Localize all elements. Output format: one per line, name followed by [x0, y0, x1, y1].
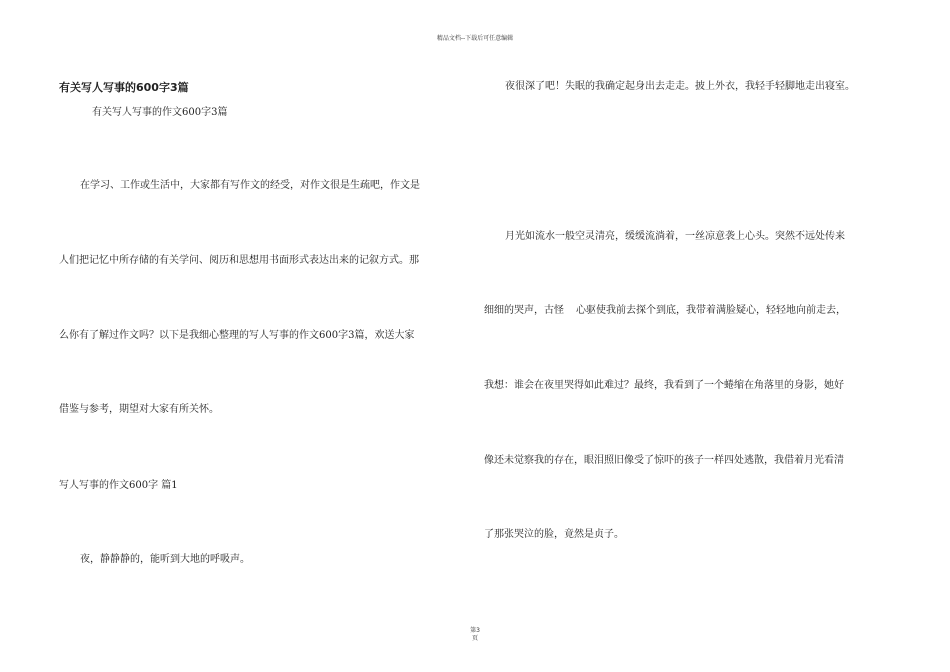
document-title: 有关写人写事的600字3篇	[59, 81, 189, 94]
document-subtitle: 有关写人写事的作文600字3篇	[92, 107, 228, 118]
text-fragment: 心驱使我前去探个到底，我带着满脸疑心，轻轻地向前走去，	[576, 305, 846, 316]
paragraph-line: 夜，静静静的，能听到大地的呼吸声。	[80, 554, 250, 565]
paragraph-line: 夜很深了吧！失眠的我确定起身出去走走。披上外衣，我轻手轻脚地走出寝室。	[505, 81, 855, 92]
text-fragment: 细细的哭声，古怪	[484, 305, 564, 316]
paragraph-line: 么你有了解过作文吗？以下是我细心整理的写人写事的作文600字3篇，欢送大家	[59, 330, 415, 341]
paragraph-line: 月光如流水一般空灵清亮，缓缓流淌着，一丝凉意袭上心头。突然不远处传来	[505, 231, 845, 242]
paragraph-line	[484, 305, 846, 317]
section-heading: 写人写事的作文600字 篇1	[59, 480, 178, 491]
page-number-suffix: 页	[471, 635, 478, 642]
page-number: 第3	[470, 627, 480, 634]
paragraph-line: 在学习、工作或生活中，大家都有写作文的经受，对作文很是生疏吧，作文是	[80, 180, 420, 191]
paragraph-line: 了那张哭泣的脸，竟然是贞子。	[484, 529, 624, 540]
paragraph-line: 人们把记忆中所存储的有关学问、阅历和思想用书面形式表达出来的记叙方式。那	[59, 255, 419, 266]
page-header: 精品文档--下载后可任意编辑	[436, 35, 514, 42]
paragraph-line: 像还未觉察我的存在，眼泪照旧像受了惊吓的孩子一样四处逃散，我借着月光看清	[484, 455, 844, 466]
paragraph-line: 借鉴与参考，期望对大家有所关怀。	[59, 404, 219, 415]
paragraph-line: 我想：谁会在夜里哭得如此难过？最终，我看到了一个蜷缩在角落里的身影，她好	[484, 380, 844, 391]
